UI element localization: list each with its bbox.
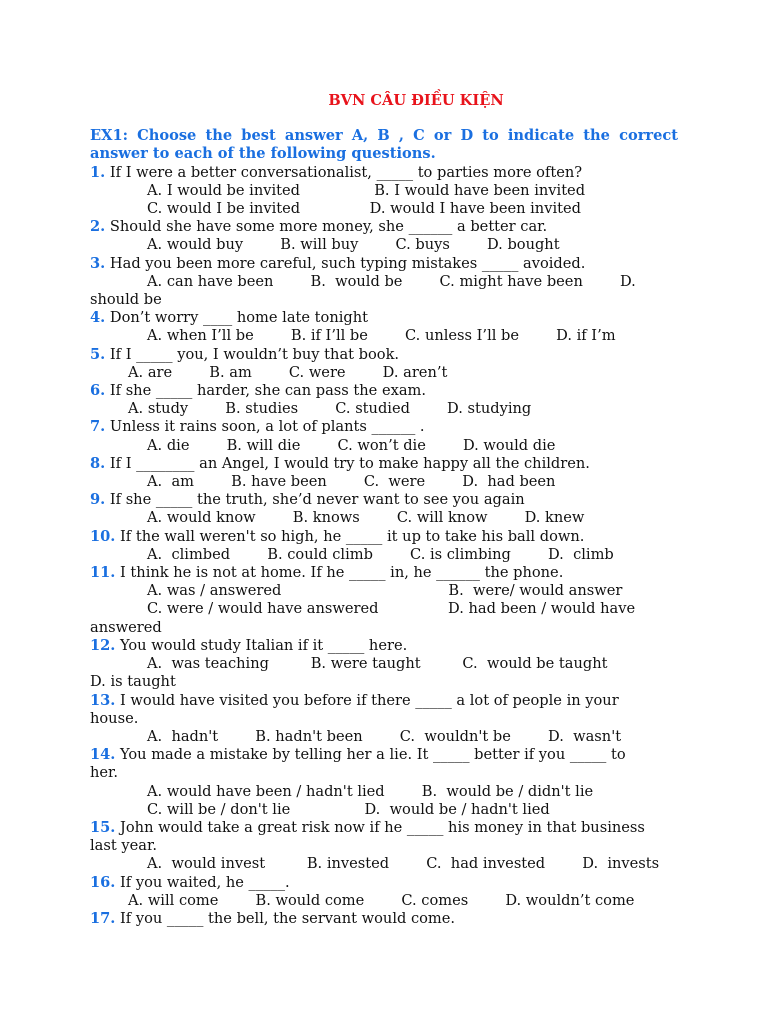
question-number: 16. xyxy=(90,873,116,891)
answer-options-continued: D. is taught xyxy=(90,673,176,691)
question-number: 2. xyxy=(90,218,106,236)
answer-options: A. would invest B. invested C. had invested D. invests xyxy=(147,855,660,873)
answer-options: A. would have been / hadn't lied B. would be / didn't lie xyxy=(147,782,594,800)
question-text: If the wall weren't so high, he _____ it up to take his ball down. xyxy=(120,527,585,545)
answer-options: A. are B. am C. were D. aren’t xyxy=(128,363,448,381)
question-text: If she _____ the truth, she’d never want to see you again xyxy=(109,491,525,509)
question-text: If you waited, he _____. xyxy=(120,873,290,891)
question-number: 14. xyxy=(90,746,116,764)
question-4 xyxy=(90,309,678,327)
answer-options: C. will be / don't lie D. would be / hadn't lied xyxy=(147,800,550,818)
question-9 xyxy=(90,491,678,509)
question-list xyxy=(90,164,678,929)
question-text: If I were a better conversationalist, _____ to parties more often? xyxy=(109,163,583,181)
answer-options: A. hadn't B. hadn't been C. wouldn't be D. wasn't xyxy=(147,727,622,745)
answer-options: A. am B. have been C. were D. had been xyxy=(147,473,556,491)
question-number: 10. xyxy=(90,527,116,545)
question-10 xyxy=(90,528,678,546)
answer-options: A. when I’ll be B. if I’ll be C. unless I’ll be D. if I’m xyxy=(147,327,616,345)
question-number: 12. xyxy=(90,636,116,654)
question-number: 4. xyxy=(90,309,106,327)
question-text: John would take a great risk now if he _____ his money in that business xyxy=(120,818,645,836)
question-number: 3. xyxy=(90,254,106,272)
question-number: 1. xyxy=(90,163,106,181)
question-text: Had you been more careful, such typing mistakes _____ avoided. xyxy=(109,254,586,272)
question-text: If I ________ an Angel, I would try to make happy all the children. xyxy=(109,454,590,472)
question-text: Unless it rains soon, a lot of plants ______ . xyxy=(109,418,425,436)
question-text: If you _____ the bell, the servant would come. xyxy=(120,909,456,927)
question-number: 15. xyxy=(90,818,116,836)
question-number: 8. xyxy=(90,454,106,472)
answer-options: A. climbed B. could climb C. is climbing D. climb xyxy=(147,545,614,563)
question-text: You would study Italian if it _____ here. xyxy=(120,636,408,654)
question-text: Should she have some more money, she ______ a better car. xyxy=(109,218,548,236)
question-7 xyxy=(90,418,678,436)
question-text-continued: house. xyxy=(90,709,139,727)
question-text: You made a mistake by telling her a lie. It _____ better if you _____ to xyxy=(120,746,626,764)
answer-options: A. will come B. would come C. comes D. wouldn’t come xyxy=(128,891,635,909)
question-number: 11. xyxy=(90,564,116,582)
question-12 xyxy=(90,637,678,655)
exercise-instruction: EX1: Choose the best answer A, B , C or D to indicate the correct answer to each of the following questions. xyxy=(90,127,678,163)
question-2 xyxy=(90,218,678,236)
question-number: 7. xyxy=(90,418,106,436)
question-number: 9. xyxy=(90,491,106,509)
answer-options: A. study B. studies C. studied D. studying xyxy=(128,400,532,418)
answer-options: A. die B. will die C. won’t die D. would die xyxy=(147,436,556,454)
question-text: I think he is not at home. If he _____ in, he ______ the phone. xyxy=(120,564,564,582)
question-text-continued: her. xyxy=(90,764,119,782)
answer-options: A. would know B. knows C. will know D. knew xyxy=(147,509,585,527)
question-5 xyxy=(90,346,678,364)
question-number: 17. xyxy=(90,909,116,927)
question-14 xyxy=(90,746,678,764)
answer-options: A. I would be invited B. I would have been invited xyxy=(147,181,586,199)
answer-options: C. would I be invited D. would I have been invited xyxy=(147,200,581,218)
question-text: Don’t worry ____ home late tonight xyxy=(109,309,368,327)
question-number: 6. xyxy=(90,382,106,400)
question-11 xyxy=(90,564,678,582)
question-13 xyxy=(90,692,678,710)
question-16 xyxy=(90,874,678,892)
answer-options: A. was teaching B. were taught C. would be taught xyxy=(147,655,608,673)
answer-options-continued: answered xyxy=(90,618,162,636)
question-1 xyxy=(90,164,678,182)
question-text: If she _____ harder, she can pass the exam. xyxy=(109,382,427,400)
question-text-continued: last year. xyxy=(90,837,157,855)
question-3 xyxy=(90,255,678,273)
question-text: I would have visited you before if there _____ a lot of people in your xyxy=(120,691,619,709)
question-8 xyxy=(90,455,678,473)
document-page xyxy=(90,92,678,928)
answer-options-continued: should be xyxy=(90,291,162,309)
answer-options: A. can have been B. would be C. might have been D. xyxy=(147,272,636,290)
page-title: BVN CÂU ĐIỀU KIỆN xyxy=(328,92,504,109)
question-17 xyxy=(90,910,678,928)
question-number: 5. xyxy=(90,345,106,363)
question-6 xyxy=(90,382,678,400)
question-text: If I _____ you, I wouldn’t buy that book. xyxy=(109,345,400,363)
answer-options: A. was / answered B. were/ would answer xyxy=(147,582,623,600)
question-number: 13. xyxy=(90,691,116,709)
question-15 xyxy=(90,819,678,837)
answer-options: C. were / would have answered D. had been / would have xyxy=(147,600,636,618)
answer-options: A. would buy B. will buy C. buys D. bought xyxy=(147,236,560,254)
